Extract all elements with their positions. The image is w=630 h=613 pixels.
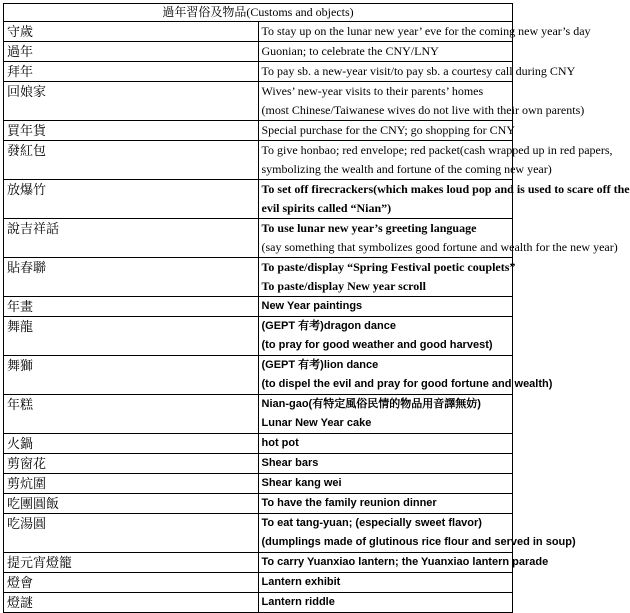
definition-line: (dumplings made of glutinous rice flour and served in soup) bbox=[261, 536, 576, 548]
term-cell: 貼春聯 bbox=[4, 258, 259, 297]
definition-cell bbox=[258, 180, 630, 219]
definition-cell bbox=[258, 434, 513, 454]
definition-line: Lantern exhibit bbox=[261, 576, 341, 588]
definition-cell bbox=[258, 62, 576, 82]
definition-line: To give honbao; red envelope; red packet(cash wrapped up in red papers, bbox=[261, 143, 613, 157]
table-row bbox=[4, 494, 513, 514]
definition-line: To carry Yuanxiao lantern; the Yuanxiao lantern parade bbox=[261, 556, 549, 568]
table-row bbox=[4, 553, 513, 573]
definition-line: Shear bars bbox=[261, 457, 319, 469]
table-row bbox=[4, 180, 513, 219]
table-row bbox=[4, 22, 513, 42]
definition-line: Wives’ new-year visits to their parents’ homes bbox=[261, 84, 484, 98]
definition-line: To pay sb. a new-year visit/to pay sb. a courtesy call during CNY bbox=[261, 64, 576, 78]
table-row bbox=[4, 454, 513, 474]
definition-cell bbox=[258, 82, 585, 121]
table-row bbox=[4, 42, 513, 62]
definition-cell bbox=[258, 258, 516, 297]
definition-line: (most Chinese/Taiwanese wives do not live with their own parents) bbox=[261, 103, 585, 117]
definition-line: To use lunar new year’s greeting language bbox=[261, 221, 477, 235]
term-cell: 放爆竹 bbox=[4, 180, 259, 219]
definition-line: Shear kang wei bbox=[261, 477, 342, 489]
table-row bbox=[4, 395, 513, 434]
table-row bbox=[4, 62, 513, 82]
definition-line: (say something that symbolizes good fortune and wealth for the new year) bbox=[261, 240, 618, 254]
customs-table bbox=[3, 3, 630, 613]
term-cell: 燈謎 bbox=[4, 593, 259, 613]
term-cell: 吃湯圓 bbox=[4, 514, 259, 553]
definition-line: To set off firecrackers(which makes loud pop and is used to scare off the bbox=[261, 182, 630, 196]
term-cell: 年畫 bbox=[4, 297, 259, 317]
definition-cell bbox=[258, 573, 513, 593]
definition-line: hot pot bbox=[261, 437, 299, 449]
term-cell: 發紅包 bbox=[4, 141, 259, 180]
definition-cell bbox=[258, 454, 513, 474]
term-cell: 舞獅 bbox=[4, 356, 259, 395]
definition-cell bbox=[258, 42, 513, 62]
term-cell: 提元宵燈籠 bbox=[4, 553, 259, 573]
definition-cell bbox=[258, 514, 576, 553]
definition-line: Special purchase for the CNY; go shopping for CNY bbox=[261, 123, 516, 137]
term-cell: 回娘家 bbox=[4, 82, 259, 121]
definition-line: To have the family reunion dinner bbox=[261, 497, 437, 509]
definition-cell bbox=[258, 395, 513, 434]
table-row bbox=[4, 573, 513, 593]
term-cell: 拜年 bbox=[4, 62, 259, 82]
term-cell: 守歲 bbox=[4, 22, 259, 42]
definition-cell bbox=[258, 219, 618, 258]
term-cell: 過年 bbox=[4, 42, 259, 62]
definition-cell bbox=[258, 356, 553, 395]
table-row bbox=[4, 514, 513, 553]
definition-line: (GEPT 有考)lion dance bbox=[261, 359, 379, 371]
term-cell: 燈會 bbox=[4, 573, 259, 593]
definition-cell bbox=[258, 22, 591, 42]
definition-line: evil spirits called “Nian”) bbox=[261, 201, 392, 215]
definition-line: Guonian; to celebrate the CNY/LNY bbox=[261, 44, 439, 58]
term-cell: 買年貨 bbox=[4, 121, 259, 141]
definition-cell bbox=[258, 474, 513, 494]
table-row bbox=[4, 593, 513, 613]
term-cell: 舞龍 bbox=[4, 317, 259, 356]
definition-line: Lunar New Year cake bbox=[261, 417, 372, 429]
definition-line: (to pray for good weather and good harvest) bbox=[261, 339, 493, 351]
definition-cell bbox=[258, 494, 513, 514]
definition-line: (GEPT 有考)dragon dance bbox=[261, 320, 396, 332]
term-cell: 剪炕圍 bbox=[4, 474, 259, 494]
term-cell: 說吉祥話 bbox=[4, 219, 259, 258]
table-header-row bbox=[4, 4, 513, 22]
table-row bbox=[4, 317, 513, 356]
definition-line: To eat tang-yuan; (especially sweet flavor) bbox=[261, 517, 482, 529]
definition-cell bbox=[258, 593, 513, 613]
definition-line: Lantern riddle bbox=[261, 596, 335, 608]
definition-cell bbox=[258, 121, 516, 141]
table-row bbox=[4, 82, 513, 121]
definition-line: (to dispel the evil and pray for good fortune and wealth) bbox=[261, 378, 553, 390]
table-body bbox=[4, 22, 630, 613]
table-row bbox=[4, 121, 513, 141]
definition-cell bbox=[258, 141, 613, 180]
table-title: 過年習俗及物品(Customs and objects) bbox=[4, 4, 513, 22]
table-row bbox=[4, 474, 513, 494]
definition-cell bbox=[258, 553, 549, 573]
definition-line: To stay up on the lunar new year’ eve for the coming new year’s day bbox=[261, 24, 591, 38]
table-row bbox=[4, 258, 513, 297]
table-row bbox=[4, 219, 513, 258]
definition-line: symbolizing the wealth and fortune of the coming new year) bbox=[261, 162, 552, 176]
definition-cell bbox=[258, 317, 513, 356]
table-row bbox=[4, 297, 513, 317]
definition-line: New Year paintings bbox=[261, 300, 363, 312]
definition-line: To paste/display New year scroll bbox=[261, 279, 426, 293]
table-row bbox=[4, 141, 513, 180]
table-row bbox=[4, 434, 513, 454]
term-cell: 火鍋 bbox=[4, 434, 259, 454]
definition-line: Nian-gao(有特定風俗民情的物品用音譯無妨) bbox=[261, 398, 481, 410]
term-cell: 年糕 bbox=[4, 395, 259, 434]
term-cell: 剪窗花 bbox=[4, 454, 259, 474]
definition-line: To paste/display “Spring Festival poetic couplets” bbox=[261, 260, 516, 274]
term-cell: 吃團圓飯 bbox=[4, 494, 259, 514]
table-row bbox=[4, 356, 513, 395]
definition-cell bbox=[258, 297, 513, 317]
